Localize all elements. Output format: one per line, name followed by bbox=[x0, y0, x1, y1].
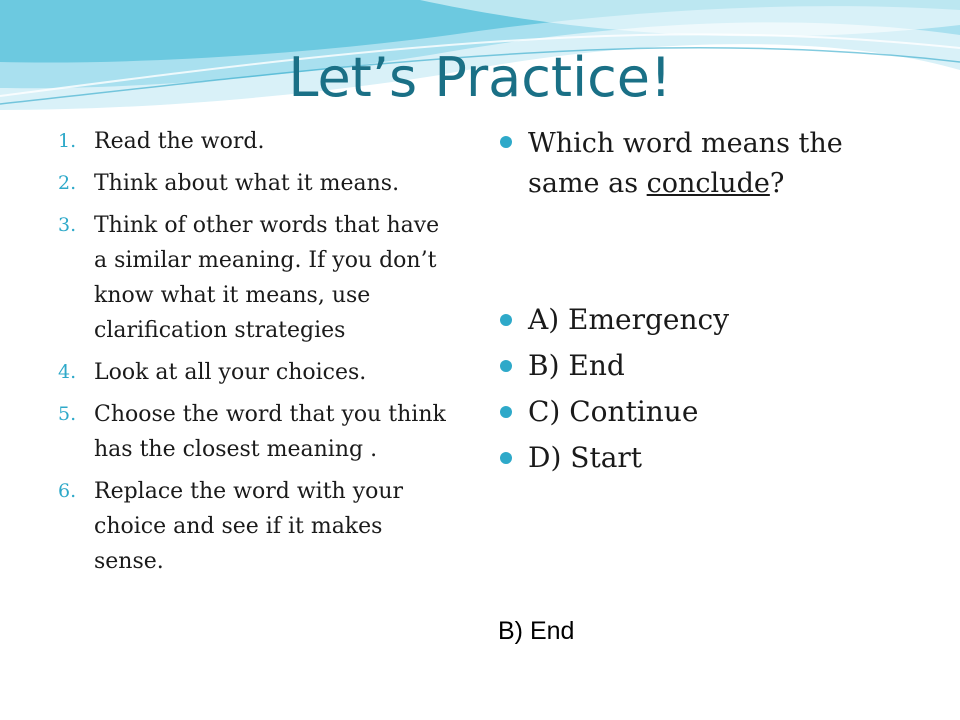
step-text: Read the word. bbox=[94, 129, 265, 154]
step-text: Choose the word that you think has the closest meaning . bbox=[94, 402, 446, 462]
step-number: 6. bbox=[58, 480, 77, 502]
choice-label: D) Start bbox=[528, 441, 643, 474]
bullet-icon bbox=[500, 360, 512, 372]
answer-text: B) End bbox=[498, 617, 575, 645]
step-number: 2. bbox=[58, 172, 77, 194]
bullet-icon bbox=[500, 406, 512, 418]
step-item bbox=[58, 124, 448, 159]
slide-title: Let’s Practice! bbox=[288, 46, 672, 109]
choice-item bbox=[498, 297, 918, 343]
step-item bbox=[58, 166, 448, 201]
step-item bbox=[58, 397, 448, 467]
question-before: Which word means the same as bbox=[528, 128, 843, 199]
choice-item bbox=[498, 343, 918, 389]
step-text: Think about what it means. bbox=[94, 171, 400, 196]
step-number: 5. bbox=[58, 403, 77, 425]
choice-item bbox=[498, 435, 918, 481]
step-item bbox=[58, 208, 448, 348]
bullet-icon bbox=[500, 452, 512, 464]
step-item bbox=[58, 474, 448, 579]
choice-label: A) Emergency bbox=[528, 303, 730, 336]
choice-item bbox=[498, 389, 918, 435]
step-text: Think of other words that have a similar meaning. If you don’t know what it means, use clarification strategies bbox=[94, 213, 440, 343]
step-number: 3. bbox=[58, 214, 77, 236]
step-item bbox=[58, 355, 448, 390]
question-block bbox=[498, 124, 918, 204]
step-text: Look at all your choices. bbox=[94, 360, 367, 385]
choice-label: C) Continue bbox=[528, 395, 699, 428]
question-keyword: conclude bbox=[646, 168, 770, 199]
question-after: ? bbox=[769, 168, 785, 199]
choices-list bbox=[498, 297, 918, 481]
question-text bbox=[498, 124, 918, 204]
step-text: Replace the word with your choice and see if it makes sense. bbox=[94, 479, 404, 574]
steps-list bbox=[58, 124, 448, 586]
step-number: 4. bbox=[58, 361, 77, 383]
bullet-icon bbox=[500, 314, 512, 326]
choice-label: B) End bbox=[528, 349, 625, 382]
step-number: 1. bbox=[58, 130, 77, 152]
bullet-icon bbox=[500, 136, 512, 148]
